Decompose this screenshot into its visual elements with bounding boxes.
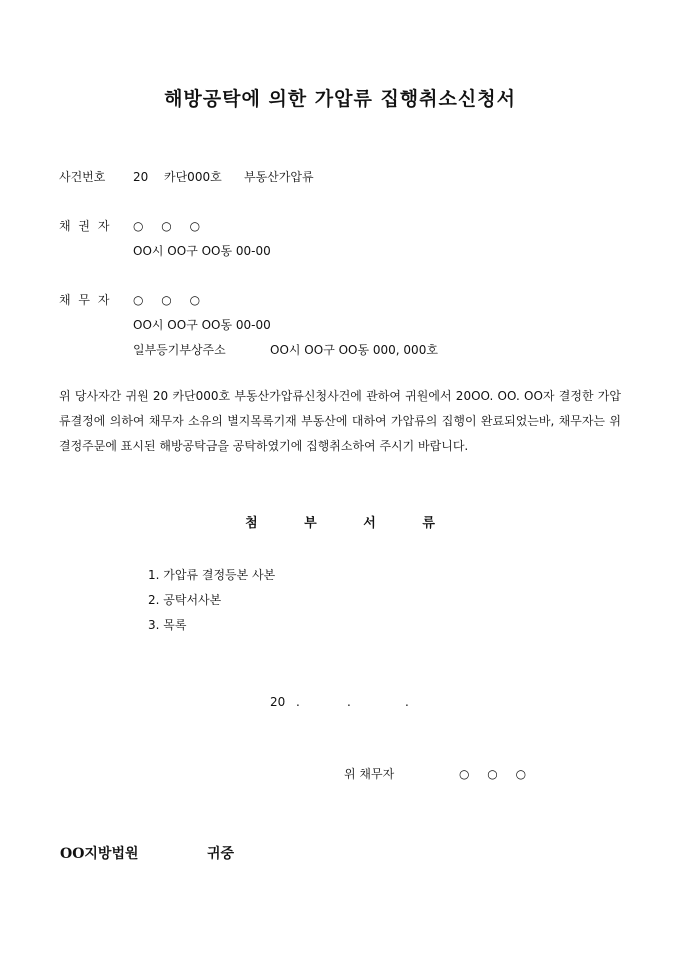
attachment-item-1: 1. 가압류 결정등본 사본 — [148, 568, 276, 582]
date-separator-3: . — [405, 695, 409, 709]
debtor-resident-address: OO시 OO구 OO동 000, 000호 — [270, 343, 438, 357]
signature-name: ○ ○ ○ — [459, 767, 527, 781]
debtor-resident-label: 일부등기부상주소 — [133, 343, 226, 357]
case-number: 카단000호 — [164, 170, 222, 184]
attachment-item-2: 2. 공탁서사본 — [148, 593, 222, 607]
attachments-heading: 첨 부 서 류 — [245, 516, 435, 531]
creditor-name: ○ ○ ○ — [133, 219, 201, 233]
signature-role: 위 채무자 — [344, 767, 395, 781]
court-suffix: 귀중 — [207, 846, 235, 862]
case-year: 20 — [133, 170, 149, 184]
attachment-item-3: 3. 목록 — [148, 618, 187, 632]
case-number-label: 사건번호 — [59, 170, 106, 184]
creditor-label: 채 권 자 — [59, 219, 112, 233]
debtor-address: OO시 OO구 OO동 00-00 — [133, 318, 271, 332]
debtor-label: 채 무 자 — [59, 293, 112, 307]
case-name: 부동산가압류 — [244, 170, 314, 184]
creditor-address: OO시 OO구 OO동 00-00 — [133, 244, 271, 258]
body-paragraph: 위 당사자간 귀원 20 카단000호 부동산가압류신청사건에 관하여 귀원에서 20OO. OO. OO자 결정한 가압류결정에 의하여 채무자 소유의 별지목록기재 부동산에 대하여 가압류의 집행이 완료되었는바, 채무자는 위 결정주문에 표시된 해방공탁금을 공탁하였기에 집행취소하여 주시기 바랍니다. — [59, 389, 621, 453]
date-separator-1: . — [296, 695, 300, 709]
court-name: OO지방법원 — [60, 846, 139, 862]
date-year: 20 — [270, 695, 286, 709]
date-separator-2: . — [347, 695, 351, 709]
debtor-name: ○ ○ ○ — [133, 293, 201, 307]
document-title: 해방공탁에 의한 가압류 집행취소신청서 — [164, 88, 516, 110]
